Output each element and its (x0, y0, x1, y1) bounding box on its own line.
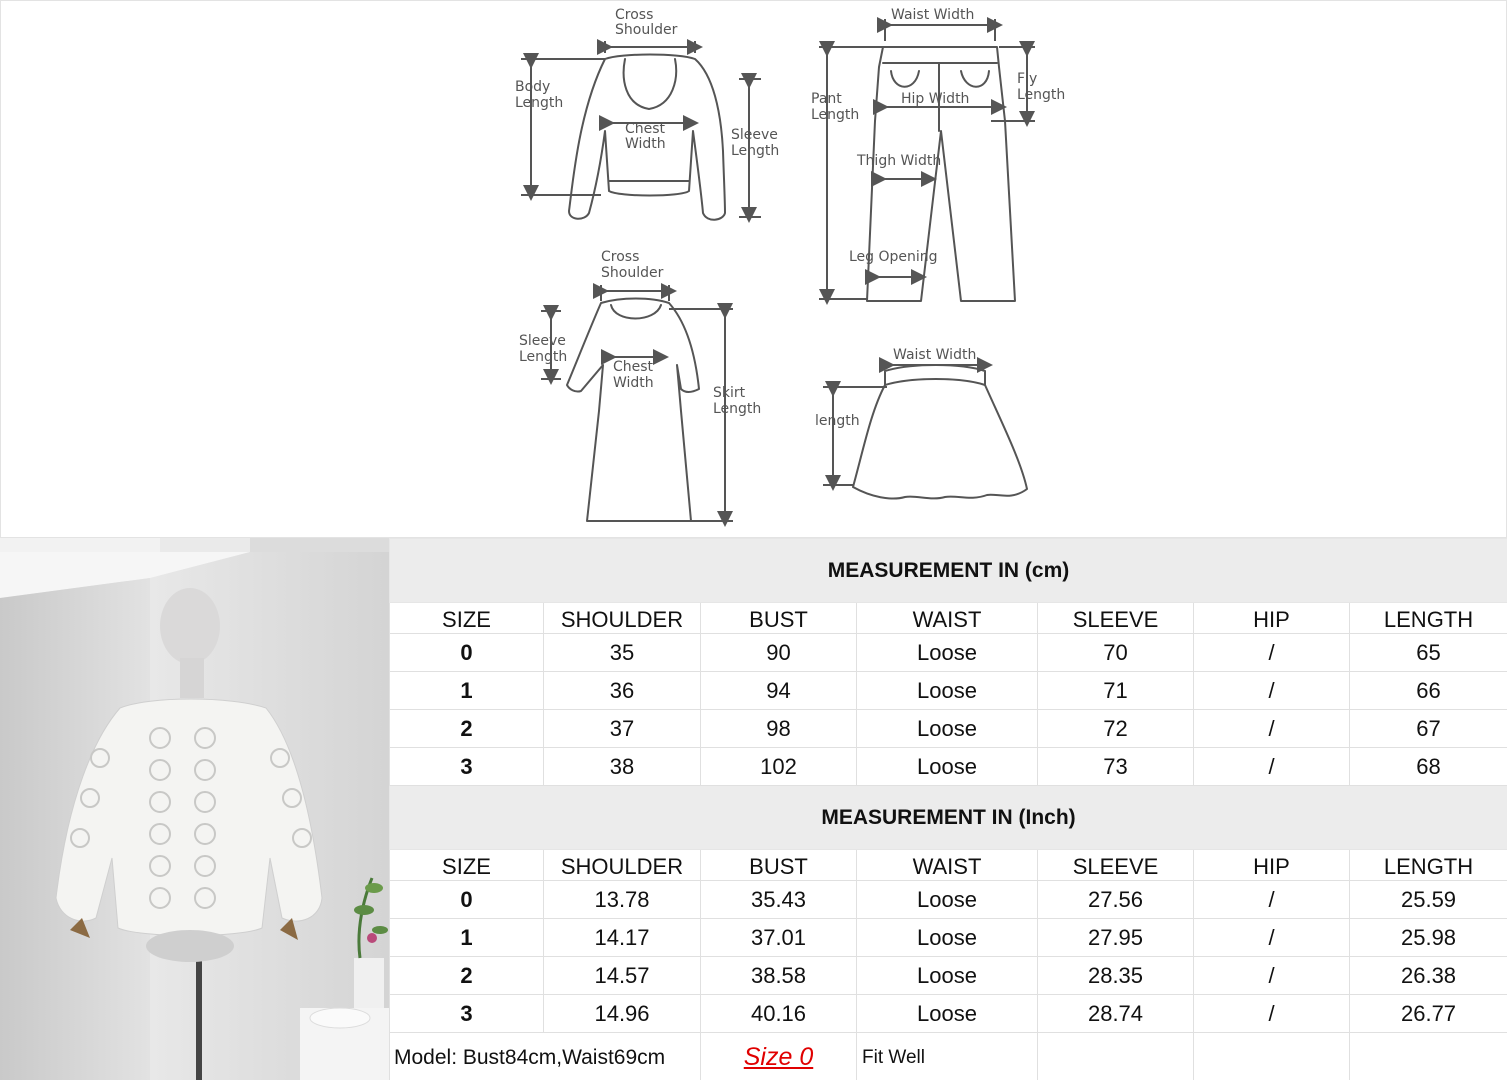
cm-header-waist: WAIST (857, 603, 1038, 634)
dress-sleeve-length-label-2: Length (519, 349, 568, 365)
dress-measurements (541, 285, 733, 521)
inch-cell-shoulder: 14.96 (544, 995, 701, 1033)
svg-text:Width (625, 136, 666, 152)
svg-text:Leg Opening (849, 249, 938, 265)
cm-cell-hip: / (1194, 634, 1350, 672)
inch-cell-hip: / (1194, 995, 1350, 1033)
svg-text:Shoulder (601, 265, 664, 281)
cm-cell-length: 65 (1350, 634, 1507, 672)
svg-text:Length (811, 107, 859, 123)
cm-cell-length: 68 (1350, 748, 1507, 786)
cm-cell-size: 0 (390, 634, 544, 672)
model-measurements: Model: Bust84cm,Waist69cm (390, 1033, 701, 1080)
cm-cell-size: 2 (390, 710, 544, 748)
inch-cell-waist: Loose (857, 919, 1038, 957)
top-chest-width-label-2: Width (625, 136, 666, 152)
dress-skirt-length-label-1: Skirt (713, 385, 746, 401)
inch-cell-waist: Loose (857, 881, 1038, 919)
cm-cell-sleeve: 73 (1038, 748, 1194, 786)
cm-table-row (390, 672, 1507, 710)
pants-fly-length-label-2: Length (1017, 87, 1066, 103)
inch-table-row (390, 881, 1507, 919)
cm-cell-waist: Loose (857, 710, 1038, 748)
svg-text:Cross (615, 7, 653, 23)
svg-text:Cross (601, 249, 639, 265)
pants-hip-width-label: Hip Width (901, 91, 970, 107)
svg-text:Shoulder (615, 22, 678, 38)
cm-cell-length: 67 (1350, 710, 1507, 748)
cm-header-sleeve: SLEEVE (1038, 603, 1194, 634)
cm-cell-hip: / (1194, 748, 1350, 786)
cm-cell-waist: Loose (857, 672, 1038, 710)
inch-cell-size: 3 (390, 995, 544, 1033)
top-body-length-label-2: Length (515, 95, 564, 111)
inch-header-hip: HIP (1194, 850, 1350, 881)
inch-cell-length: 26.77 (1350, 995, 1507, 1033)
inch-cell-bust: 37.01 (701, 919, 857, 957)
skirt-waist-width-label: Waist Width (893, 347, 977, 363)
cm-table-row (390, 710, 1507, 748)
svg-text:Hip Width (901, 91, 969, 107)
inch-table-row (390, 919, 1507, 957)
pants-fly-length-label-1: Fly (1017, 71, 1038, 87)
inch-header-waist: WAIST (857, 850, 1038, 881)
cm-header-hip: HIP (1194, 603, 1350, 634)
cm-header-length: LENGTH (1350, 603, 1507, 634)
svg-text:Waist Width (893, 347, 976, 363)
svg-text:Pant (811, 91, 842, 107)
inch-header-sleeve: SLEEVE (1038, 850, 1194, 881)
pants-pant-length-label-2: Length (811, 107, 860, 123)
dress-cross-shoulder-label-2: Shoulder (601, 265, 664, 281)
cm-cell-bust: 102 (701, 748, 857, 786)
cm-cell-waist: Loose (857, 634, 1038, 672)
svg-text:Width (613, 375, 654, 391)
empty-cell (1038, 1033, 1194, 1080)
product-photo-illustration (0, 538, 389, 1080)
cm-cell-bust: 98 (701, 710, 857, 748)
empty-cell (1350, 1033, 1507, 1080)
inch-cell-sleeve: 27.95 (1038, 919, 1194, 957)
model-size-worn: Size 0 (701, 1033, 857, 1080)
inch-cell-hip: / (1194, 881, 1350, 919)
fit-info-row (390, 1033, 1507, 1080)
cm-cell-hip: / (1194, 672, 1350, 710)
svg-text:Chest (625, 121, 666, 137)
cm-cell-length: 66 (1350, 672, 1507, 710)
size-table (389, 538, 1507, 1080)
fit-note: Fit Well (857, 1033, 1038, 1080)
cm-cell-waist: Loose (857, 748, 1038, 786)
top-cross-shoulder-label-1: Cross (615, 7, 654, 23)
cm-title-row (390, 539, 1507, 603)
svg-text:Length (519, 349, 567, 365)
top-body-length-label-1: Body (515, 79, 551, 95)
svg-text:Length (713, 401, 761, 417)
cm-cell-bust: 94 (701, 672, 857, 710)
inch-header-row (390, 850, 1507, 881)
cm-cell-shoulder: 37 (544, 710, 701, 748)
cm-cell-size: 3 (390, 748, 544, 786)
pants-waist-width-label: Waist Width (891, 7, 975, 23)
dress-chest-width-label-1: Chest (613, 359, 654, 375)
top-chest-width-label-1: Chest (625, 121, 666, 137)
skirt-figure (853, 365, 1027, 499)
inch-header-size: SIZE (390, 850, 544, 881)
cm-cell-shoulder: 38 (544, 748, 701, 786)
svg-text:Sleeve (519, 333, 566, 349)
inch-table-row (390, 957, 1507, 995)
svg-text:Length (1017, 87, 1065, 103)
pants-thigh-width-label: Thigh Width (857, 153, 942, 169)
inch-cell-sleeve: 27.56 (1038, 881, 1194, 919)
svg-text:Body (515, 79, 550, 95)
cm-cell-sleeve: 70 (1038, 634, 1194, 672)
inch-cell-size: 2 (390, 957, 544, 995)
empty-cell (1194, 1033, 1350, 1080)
dress-skirt-length-label-2: Length (713, 401, 762, 417)
inch-cell-length: 25.98 (1350, 919, 1507, 957)
svg-text:Thigh Width (856, 153, 941, 169)
inch-cell-bust: 38.58 (701, 957, 857, 995)
pants-pant-length-label-1: Pant (811, 91, 842, 107)
product-photo (0, 538, 389, 1080)
cm-table-title: MEASUREMENT IN (cm) (390, 539, 1507, 603)
measurement-diagram (0, 0, 1507, 538)
dress-cross-shoulder-label-1: Cross (601, 249, 640, 265)
inch-cell-size: 0 (390, 881, 544, 919)
inch-cell-waist: Loose (857, 957, 1038, 995)
svg-text:Sleeve (731, 127, 778, 143)
inch-cell-shoulder: 14.57 (544, 957, 701, 995)
inch-cell-bust: 35.43 (701, 881, 857, 919)
inch-table-row (390, 995, 1507, 1033)
svg-text:Fly (1017, 71, 1037, 87)
inch-cell-size: 1 (390, 919, 544, 957)
svg-text:Length (731, 143, 779, 159)
skirt-length-label: length (815, 413, 860, 429)
cm-cell-size: 1 (390, 672, 544, 710)
inch-cell-sleeve: 28.74 (1038, 995, 1194, 1033)
cm-header-shoulder: SHOULDER (544, 603, 701, 634)
inch-cell-hip: / (1194, 919, 1350, 957)
inch-cell-shoulder: 14.17 (544, 919, 701, 957)
svg-text:Length (515, 95, 563, 111)
cm-cell-shoulder: 36 (544, 672, 701, 710)
cm-cell-sleeve: 71 (1038, 672, 1194, 710)
cm-table-row (390, 634, 1507, 672)
inch-header-length: LENGTH (1350, 850, 1507, 881)
dress-figure (567, 299, 699, 522)
inch-header-shoulder: SHOULDER (544, 850, 701, 881)
cm-cell-hip: / (1194, 710, 1350, 748)
pants-leg-opening-label: Leg Opening (849, 249, 938, 265)
inch-cell-length: 26.38 (1350, 957, 1507, 995)
svg-text:Waist Width (891, 7, 974, 23)
dress-sleeve-length-label-1: Sleeve (519, 333, 566, 349)
inch-cell-sleeve: 28.35 (1038, 957, 1194, 995)
cm-header-size: SIZE (390, 603, 544, 634)
svg-text:length (815, 413, 860, 429)
svg-text:Skirt (713, 385, 746, 401)
cm-header-row (390, 603, 1507, 634)
cm-cell-bust: 90 (701, 634, 857, 672)
svg-text:Chest (613, 359, 654, 375)
inch-cell-length: 25.59 (1350, 881, 1507, 919)
top-sleeve-length-label-1: Sleeve (731, 127, 778, 143)
inch-table-title: MEASUREMENT IN (Inch) (390, 786, 1507, 850)
top-cross-shoulder-label-2: Shoulder (615, 22, 678, 38)
diagram-svg (1, 1, 1507, 539)
inch-cell-hip: / (1194, 957, 1350, 995)
top-sleeve-length-label-2: Length (731, 143, 780, 159)
inch-cell-shoulder: 13.78 (544, 881, 701, 919)
size-chart (389, 538, 1507, 1080)
inch-cell-waist: Loose (857, 995, 1038, 1033)
cm-cell-shoulder: 35 (544, 634, 701, 672)
inch-header-bust: BUST (701, 850, 857, 881)
inch-cell-bust: 40.16 (701, 995, 857, 1033)
inch-title-row (390, 786, 1507, 850)
cm-cell-sleeve: 72 (1038, 710, 1194, 748)
cm-table-row (390, 748, 1507, 786)
dress-chest-width-label-2: Width (613, 375, 654, 391)
cm-header-bust: BUST (701, 603, 857, 634)
